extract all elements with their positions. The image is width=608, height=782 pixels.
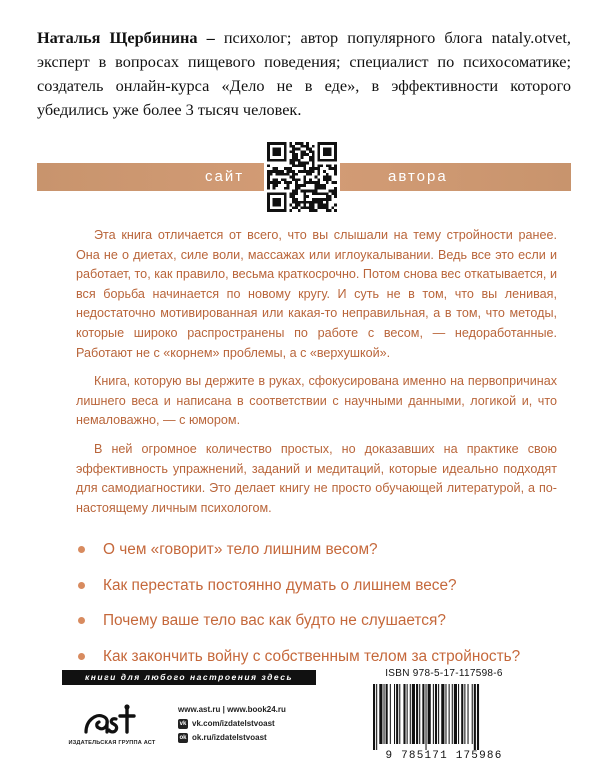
barcode-icon: [371, 684, 517, 750]
ok-icon: ok: [179, 735, 187, 741]
author-bio: [37, 26, 571, 122]
publisher-name: ИЗДАТЕЛЬСКАЯ ГРУППА АСТ: [68, 740, 156, 746]
bullet-icon: [78, 546, 85, 553]
question-text: Как закончить войну с собственным телом за стройность?: [103, 647, 521, 665]
description-paragraph: Книга, которую вы держите в руках, сфокусирована именно на первопричинах лишнего веса и написана в соответствии с научными данными, логикой и, что немаловажно, — с юмором.: [76, 374, 557, 428]
barcode-digits: 9 785171 175986: [385, 750, 503, 762]
question-text: О чем «говорит» тело лишним весом?: [103, 541, 378, 558]
question-item: [76, 540, 576, 576]
slogan-bar: книги для любого настроения здесь: [62, 670, 316, 685]
website-link-text: www.ast.ru | www.book24.ru: [178, 705, 286, 714]
isbn-block: [363, 668, 525, 766]
question-item: [76, 576, 576, 612]
ok-link[interactable]: [178, 731, 338, 745]
author-bio-text: психолог; автор популярного блога nataly.otvet, эксперт в вопросах пищевого поведения; специалист по психосоматике; создатель онлайн-курса «Дело не в еде», в эффективности которого убедились уже более 3 тысяч человек.: [37, 28, 571, 119]
author-label: автора: [388, 168, 448, 185]
site-label: сайт: [205, 168, 245, 185]
vk-icon: vk: [179, 721, 187, 727]
isbn-number: ISBN 978-5-17-117598-6: [385, 668, 503, 679]
bullet-icon: [78, 617, 85, 624]
question-list: [76, 540, 576, 682]
vk-link-text: vk.com/izdatelstvoast: [192, 719, 275, 728]
book-description: [76, 226, 557, 527]
qr-code-icon[interactable]: [264, 139, 340, 215]
description-paragraph: Эта книга отличается от всего, что вы слышали на тему стройности ранее. Она не о диетах, силе воли, массажах или иглоукалывании. Ведь все это если и работает, то, как правило, весьма краткосрочно. Потом снова вес откатывается, и вся борьба начинается по новому кругу. И суть не в том, что вы ленивая, недостаточно мотивированная или какая-то неправильная, а в том, что методы, которые широко распространены по работе с весом, — недоработанные. Работают не с «корнем» проблемы, а с «верхушкой».: [76, 228, 557, 360]
question-item: [76, 611, 576, 647]
question-text: Как перестать постоянно думать о лишнем весе?: [103, 576, 457, 594]
ast-logo-icon: [82, 702, 138, 738]
description-paragraph: В ней огромное количество простых, но доказавших на практике свою эффективность упражнений, заданий и медитаций, которые идеально подходят для самодиагностики. Это делает книгу не просто обучающей литературой, а по-настоящему личным психологом.: [76, 441, 557, 515]
ok-link-text: ok.ru/izdatelstvoast: [192, 733, 267, 742]
bullet-icon: [78, 653, 85, 660]
publisher-links: [178, 703, 338, 745]
question-text: Почему ваше тело вас как будто не слушается?: [103, 612, 446, 629]
vk-link[interactable]: [178, 717, 338, 731]
author-name: Наталья Щербинина –: [37, 28, 215, 47]
website-link[interactable]: [178, 703, 338, 717]
bullet-icon: [78, 582, 85, 589]
